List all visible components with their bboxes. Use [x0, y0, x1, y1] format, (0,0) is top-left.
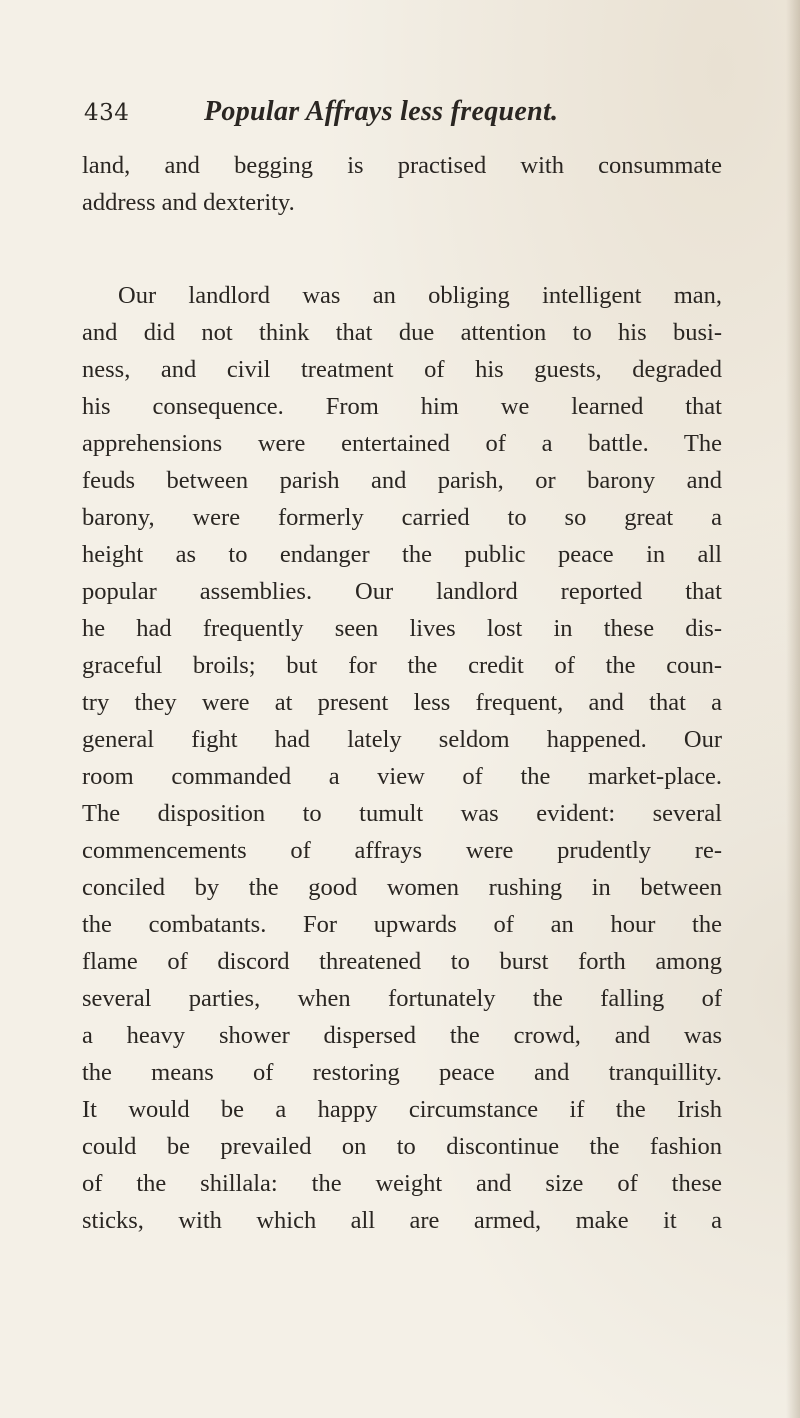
text-line: his consequence. From him we learned that [82, 393, 722, 420]
page-number: 434 [84, 100, 130, 126]
text-line: several parties, when fortunately the falling of [82, 985, 722, 1012]
page-edge-shadow [786, 0, 800, 1418]
text-line: height as to endanger the public peace in all [82, 541, 722, 568]
text-line: address and dexterity. [82, 189, 295, 216]
text-line: general fight had lately seldom happened. Our [82, 726, 722, 753]
text-line: the means of restoring peace and tranquillity. [82, 1059, 722, 1086]
text-line: graceful broils; but for the credit of the coun- [82, 652, 722, 679]
text-line: popular assemblies. Our landlord reported that [82, 578, 722, 605]
text-line: The disposition to tumult was evident: several [82, 800, 722, 827]
text-line: Our landlord was an obliging intelligent man, [118, 282, 722, 309]
body-text [82, 147, 722, 1239]
text-line: feuds between parish and parish, or barony and [82, 467, 722, 494]
text-line: ness, and civil treatment of his guests, degraded [82, 356, 722, 383]
text-line: of the shillala: the weight and size of these [82, 1170, 722, 1197]
text-line: flame of discord threatened to burst forth among [82, 948, 722, 975]
text-line: It would be a happy circumstance if the Irish [82, 1096, 722, 1123]
text-line: barony, were formerly carried to so great a [82, 504, 722, 531]
text-line: he had frequently seen lives lost in these dis- [82, 615, 722, 642]
running-head: Popular Affrays less frequent. [204, 96, 559, 127]
text-line: the combatants. For upwards of an hour the [82, 911, 722, 938]
page-header [84, 96, 724, 140]
text-line: could be prevailed on to discontinue the fashion [82, 1133, 722, 1160]
text-line: try they were at present less frequent, and that a [82, 689, 722, 716]
text-line: land, and begging is practised with consummate [82, 152, 722, 179]
paragraph-1 [82, 147, 722, 221]
text-line: a heavy shower dispersed the crowd, and was [82, 1022, 722, 1049]
text-line: sticks, with which all are armed, make it a [82, 1207, 722, 1234]
text-line: commencements of affrays were prudently re- [82, 837, 722, 864]
text-line: room commanded a view of the market-place. [82, 763, 722, 790]
paragraph-2 [82, 277, 722, 1239]
text-line: apprehensions were entertained of a battle. The [82, 430, 722, 457]
text-line: and did not think that due attention to his busi- [82, 319, 722, 346]
text-line: conciled by the good women rushing in between [82, 874, 722, 901]
